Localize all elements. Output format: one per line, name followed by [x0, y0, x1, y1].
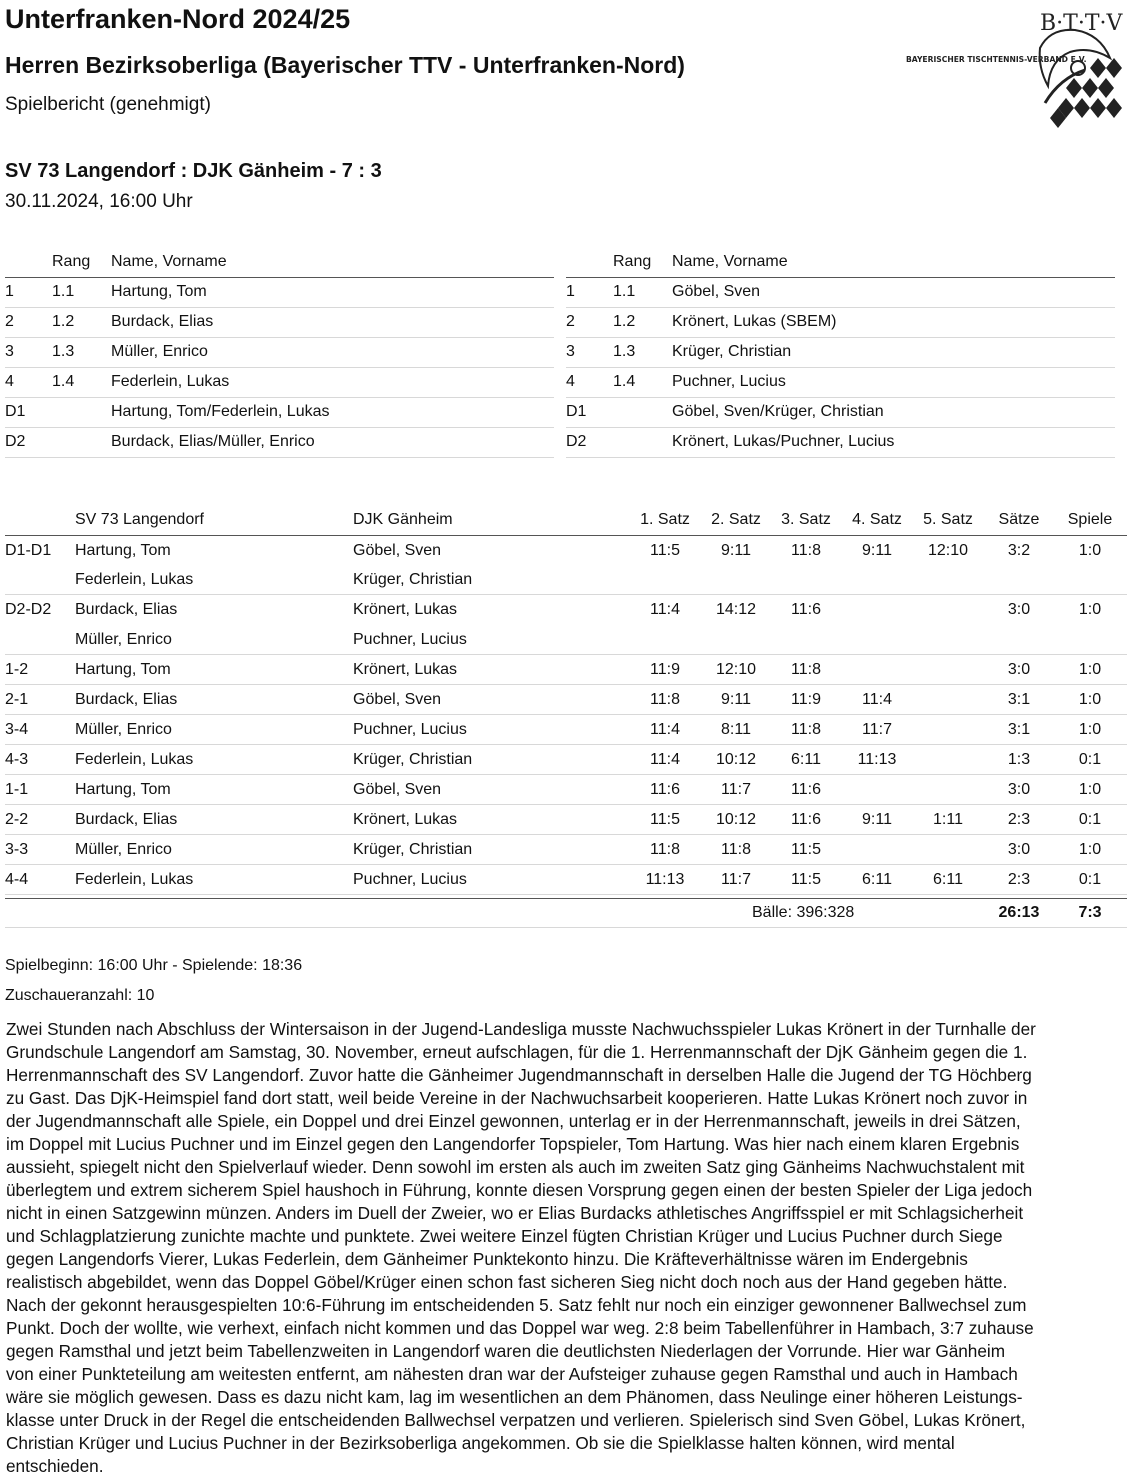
roster-name: Burdack, Elias/Müller, Enrico: [111, 433, 315, 450]
match-row: [5, 775, 1127, 805]
home-roster-table: [5, 250, 554, 458]
match-home: Hartung, Tom: [75, 661, 171, 678]
match-away: Puchner, Lucius: [353, 631, 467, 648]
match-away: Krönert, Lukas: [353, 661, 458, 678]
set5-header: 5. Satz: [923, 511, 973, 528]
report-line: realistisch abgebildet, wenn das Doppel Göbel/Krüger einen schon fast sicheren Sieg nicht doch noch aus der Hand gegeben hätte.: [6, 1272, 1008, 1292]
match-code: 1-1: [5, 781, 29, 798]
roster-row: [5, 308, 554, 338]
roster-nr: 3: [566, 343, 575, 360]
roster-nr: 1: [5, 283, 14, 300]
roster-nr: D2: [566, 433, 587, 450]
match-s5: 6:11: [933, 871, 963, 888]
roster-name: Krönert, Lukas/Puchner, Lucius: [672, 433, 895, 450]
report-line: im Doppel mit Lucius Puchner und im Einzel gegen den Langendorfer Topspieler, Tom Hartung. Was hier nach einem klaren Ergebnis: [6, 1134, 1020, 1154]
match-times: Spielbeginn: 16:00 Uhr - Spielende: 18:36: [5, 957, 303, 974]
match-away: Krüger, Christian: [353, 751, 473, 768]
match-s3: 11:5: [791, 871, 821, 888]
match-row: [5, 685, 1127, 715]
match-s3: 11:8: [791, 721, 821, 738]
roster-row: [566, 278, 1115, 308]
match-title: SV 73 Langendorf : DJK Gänheim - 7 : 3: [5, 160, 382, 182]
report-line: zu Gast. Das DjK-Heimspiel fand dort statt, weil beide Vereine in der Nachwuchsarbeit kooperieren. Hatte Lukas Krönert noch zuvor in: [6, 1088, 1028, 1108]
match-date: 30.11.2024, 16:00 Uhr: [5, 191, 193, 212]
roster-row: [5, 338, 554, 368]
match-spiele: 1:0: [1078, 661, 1102, 678]
report-line: Punkt. Doch der wollte, wie verhext, einfach nicht kommen und das Doppel war weg. 2:8 beim Tabellenführer in Hambach, 3:7 zuhause: [6, 1318, 1034, 1338]
report-line: der Jugendmannschaft alle Spiele, ein Doppel und drei Einzel gewonnen, unterlag er in der Herrenmannschaft, jeweils in drei Sätzen,: [6, 1111, 1021, 1131]
total-spiele: 7:3: [1078, 904, 1102, 921]
match-s1: 11:4: [650, 721, 680, 738]
bttv-logo-graphic: [900, 8, 1125, 130]
match-s3: 11:5: [791, 841, 821, 858]
match-away: Krönert, Lukas: [353, 811, 458, 828]
match-home: Federlein, Lukas: [75, 871, 194, 888]
match-saetze: 1:3: [1007, 751, 1031, 768]
match-spiele: 1:0: [1078, 781, 1102, 798]
match-s4: 11:4: [862, 691, 892, 708]
match-code: 3-3: [5, 841, 29, 858]
match-away: Krönert, Lukas: [353, 601, 458, 618]
match-s2: 9:11: [721, 542, 751, 559]
roster-nr: D1: [566, 403, 587, 420]
match-s2: 11:7: [721, 781, 751, 798]
match-row: [5, 835, 1127, 865]
match-spiele: 0:1: [1078, 871, 1102, 888]
roster-row: [566, 428, 1115, 458]
match-s5: 1:11: [933, 811, 963, 828]
roster-nr: 1: [566, 283, 575, 300]
roster-nr: 4: [566, 373, 575, 390]
match-code: 4-3: [5, 751, 29, 768]
roster-row: [5, 278, 554, 308]
match-saetze: 3:0: [1007, 781, 1031, 798]
report-line: gegen Langendorfs Vierer, Lukas Federlein, dem Gänheimer Punktekonto hinzu. Die Kräfteverhältnisse wären im Endergebnis: [6, 1249, 968, 1269]
match-away: Krüger, Christian: [353, 841, 473, 858]
away-roster-table: [566, 250, 1115, 458]
match-home: Hartung, Tom: [75, 542, 171, 559]
total-balls: Bälle: 396:328: [752, 904, 855, 921]
match-code: 2-2: [5, 811, 29, 828]
results-header: [5, 508, 1127, 536]
season-title: Unterfranken-Nord 2024/25: [5, 4, 351, 34]
report-status: Spielbericht (genehmigt): [5, 94, 211, 115]
match-s1: 11:4: [650, 601, 680, 618]
match-spiele: 1:0: [1078, 601, 1102, 618]
roster-row: [5, 428, 554, 458]
roster-nr: D2: [5, 433, 26, 450]
match-s2: 10:12: [715, 811, 757, 828]
roster-name: Burdack, Elias: [111, 313, 214, 330]
match-row: [5, 536, 1127, 565]
roster-nr: 2: [5, 313, 14, 330]
match-away: Krüger, Christian: [353, 571, 473, 588]
report-line: Christian Krüger und Lucius Puchner in der Bezirksoberliga angekommen. Ob sie die Spielklasse halten können, wird mental: [6, 1433, 955, 1453]
report-line: überlegtem und extrem sicherem Spiel haushoch in Führung, konnte diesen Vorsprung gegen einen der besten Spieler der Liga jedoch: [6, 1180, 1033, 1200]
roster-row: [566, 338, 1115, 368]
match-home: Federlein, Lukas: [75, 571, 194, 588]
match-saetze: 3:1: [1007, 691, 1031, 708]
roster-rang: 1.2: [52, 313, 75, 330]
match-row: [5, 715, 1127, 745]
report-line: Nach der gekonnt herausgespielten 10:6-Führung im entscheidenden 5. Satz fehlt nur noch ein einziger gewonnener Ballwechsel zum: [6, 1295, 1027, 1315]
match-home: Müller, Enrico: [75, 631, 172, 648]
match-row: [5, 595, 1127, 625]
match-s1: 11:5: [650, 542, 680, 559]
report-line: klasse unter Druck in der Regel die entscheidenden Ballwechsel verpatzen und verlieren. Spielerisch sind Sven Göbel, Lukas Krönert,: [6, 1410, 1026, 1430]
report-line: aussieht, spiegelt nicht den Spielverlauf wieder. Denn sowohl im ersten als auch im zweiten Satz ging Gänheims Nachwuchstalent mit: [6, 1157, 1025, 1177]
roster-name: Hartung, Tom/Federlein, Lukas: [111, 403, 330, 420]
match-s5: 12:10: [927, 542, 969, 559]
roster-row: [566, 368, 1115, 398]
match-away: Göbel, Sven: [353, 691, 442, 708]
roster-name: Müller, Enrico: [111, 343, 208, 360]
roster-nr: 2: [566, 313, 575, 330]
match-home: Burdack, Elias: [75, 811, 178, 828]
roster-rang: 1.3: [52, 343, 75, 360]
match-away: Göbel, Sven: [353, 781, 442, 798]
roster-nr: D1: [5, 403, 26, 420]
match-s3: 6:11: [791, 751, 821, 768]
league-title: Herren Bezirksoberliga (Bayerischer TTV - Unterfranken-Nord): [5, 52, 685, 78]
match-s2: 12:10: [715, 661, 757, 678]
roster-nr: 3: [5, 343, 14, 360]
match-home: Hartung, Tom: [75, 781, 171, 798]
spectator-count: Zuschaueranzahl: 10: [5, 987, 155, 1004]
away-team-header: DJK Gänheim: [353, 511, 453, 528]
match-s4: 11:7: [862, 721, 892, 738]
report-line: Herrenmannschaft des SV Langendorf. Zuvor hatte die Gänheimer Jugendmannschaft in derselben Halle die Jugend der TG Höchberg: [6, 1065, 1032, 1085]
spiele-header: Spiele: [1067, 511, 1113, 528]
roster-rang: 1.1: [613, 283, 636, 300]
name-header: Name, Vorname: [672, 253, 788, 270]
match-spiele: 0:1: [1078, 751, 1102, 768]
match-spiele: 0:1: [1078, 811, 1102, 828]
match-home: Federlein, Lukas: [75, 751, 194, 768]
roster-name: Hartung, Tom: [111, 283, 207, 300]
match-row: [5, 565, 1127, 595]
roster-row: [5, 398, 554, 428]
set2-header: 2. Satz: [711, 511, 761, 528]
match-away: Göbel, Sven: [353, 542, 442, 559]
match-row: [5, 745, 1127, 775]
match-code: D2-D2: [5, 601, 52, 618]
match-s4: 6:11: [862, 871, 892, 888]
match-s1: 11:6: [650, 781, 680, 798]
roster-row: [5, 368, 554, 398]
roster-rang: 1.2: [613, 313, 636, 330]
match-away: Puchner, Lucius: [353, 871, 467, 888]
match-s1: 11:9: [650, 661, 680, 678]
total-saetze: 26:13: [998, 904, 1040, 921]
match-home: Müller, Enrico: [75, 841, 172, 858]
roster-rang: 1.1: [52, 283, 75, 300]
match-s1: 11:13: [645, 871, 685, 888]
match-row: [5, 805, 1127, 835]
roster-header: [566, 250, 1115, 278]
match-row: [5, 865, 1127, 895]
match-s3: 11:8: [791, 542, 821, 559]
match-spiele: 1:0: [1078, 721, 1102, 738]
match-spiele: 1:0: [1078, 841, 1102, 858]
match-s2: 9:11: [721, 691, 751, 708]
report-line: von einer Punkteteilung am weitesten entfernt, am nähesten dran war der Aufsteiger zuhause gegen Ramsthal und auch in Hambach: [6, 1364, 1018, 1384]
roster-rang: 1.4: [52, 373, 75, 390]
match-code: 2-1: [5, 691, 29, 708]
match-s4: 9:11: [862, 542, 892, 559]
match-s3: 11:6: [791, 601, 821, 618]
saetze-header: Sätze: [998, 511, 1040, 528]
roster-name: Krüger, Christian: [672, 343, 792, 360]
roster-nr: 4: [5, 373, 14, 390]
report-line: Grundschule Langendorf am Samstag, 30. November, erneut aufschlagen, für die 1. Herrenmannschaft der DjK Gänheim gegen die 1.: [6, 1042, 1028, 1062]
match-saetze: 2:3: [1007, 871, 1031, 888]
match-s1: 11:5: [650, 811, 680, 828]
match-saetze: 2:3: [1007, 811, 1031, 828]
match-saetze: 3:0: [1007, 601, 1031, 618]
match-code: 4-4: [5, 871, 29, 888]
match-s2: 11:7: [721, 871, 751, 888]
match-spiele: 1:0: [1078, 542, 1102, 559]
roster-name: Göbel, Sven/Krüger, Christian: [672, 403, 884, 420]
match-spiele: 1:0: [1078, 691, 1102, 708]
roster-header: [5, 250, 554, 278]
roster-rang: 1.4: [613, 373, 636, 390]
set1-header: 1. Satz: [640, 511, 690, 528]
match-away: Puchner, Lucius: [353, 721, 467, 738]
report-line: wäre sie möglich gewesen. Dass es dazu nicht kam, lag im wesentlichen an dem Phänomen, dass Neulinge einer höheren Leistungs-: [6, 1387, 1023, 1407]
match-saetze: 3:0: [1007, 661, 1031, 678]
match-code: 3-4: [5, 721, 29, 738]
roster-name: Göbel, Sven: [672, 283, 761, 300]
match-s1: 11:4: [650, 751, 680, 768]
match-s3: 11:6: [791, 811, 821, 828]
match-home: Burdack, Elias: [75, 691, 178, 708]
bttv-logo: [900, 8, 1125, 130]
match-code: 1-2: [5, 661, 29, 678]
set4-header: 4. Satz: [852, 511, 902, 528]
match-row: [5, 655, 1127, 685]
report-line: nicht in einen Satzgewinn münzen. Anders im Duell der Zweier, wo er Elias Burdacks athletisches Angriffsspiel er mit Schlagsicherheit: [6, 1203, 1024, 1223]
roster-name: Federlein, Lukas: [111, 373, 230, 390]
match-s4: 9:11: [862, 811, 892, 828]
match-code: D1-D1: [5, 542, 52, 559]
match-report-text: [6, 1018, 1125, 1478]
results-table: [5, 508, 1127, 895]
set3-header: 3. Satz: [781, 511, 831, 528]
match-s4: 11:13: [857, 751, 897, 768]
report-line: und Schlagplatzierung zunichte machte und punktete. Zwei weitere Einzel fügten Christian Krüger und Lucius Puchner durch Siege: [6, 1226, 1003, 1246]
match-s2: 14:12: [715, 601, 757, 618]
match-s1: 11:8: [650, 691, 680, 708]
match-saetze: 3:0: [1007, 841, 1031, 858]
roster-row: [566, 308, 1115, 338]
totals-row: [5, 898, 1127, 928]
report-line: gegen Ramsthal und jetzt beim Tabellenzweiten in Langendorf waren die deutlichsten Niederlagen der Vorrunde. Hier war Gänheim: [6, 1341, 1006, 1361]
name-header: Name, Vorname: [111, 253, 227, 270]
match-s3: 11:8: [791, 661, 821, 678]
roster-rang: 1.3: [613, 343, 636, 360]
match-home: Müller, Enrico: [75, 721, 172, 738]
logo-letters: B·T·T·V: [1040, 11, 1123, 36]
match-s3: 11:6: [791, 781, 821, 798]
match-home: Burdack, Elias: [75, 601, 178, 618]
report-line: entschieden.: [6, 1456, 104, 1476]
match-row: [5, 625, 1127, 655]
roster-name: Krönert, Lukas (SBEM): [672, 313, 837, 330]
roster-row: [566, 398, 1115, 428]
roster-name: Puchner, Lucius: [672, 373, 786, 390]
match-s3: 11:9: [791, 691, 821, 708]
home-team-header: SV 73 Langendorf: [75, 511, 204, 528]
results-body: [5, 536, 1127, 895]
rang-header: Rang: [52, 253, 91, 270]
match-saetze: 3:2: [1007, 542, 1031, 559]
logo-caption: BAYERISCHER TISCHTENNIS-VERBAND E.V.: [906, 55, 1087, 64]
report-line: Zwei Stunden nach Abschluss der Wintersaison in der Jugend-Landesliga musste Nachwuchsspieler Lukas Krönert in der Turnhalle der: [6, 1019, 1036, 1039]
match-s2: 11:8: [721, 841, 751, 858]
rang-header: Rang: [613, 253, 652, 270]
match-s2: 10:12: [715, 751, 757, 768]
match-s2: 8:11: [721, 721, 751, 738]
match-s1: 11:8: [650, 841, 680, 858]
match-saetze: 3:1: [1007, 721, 1031, 738]
